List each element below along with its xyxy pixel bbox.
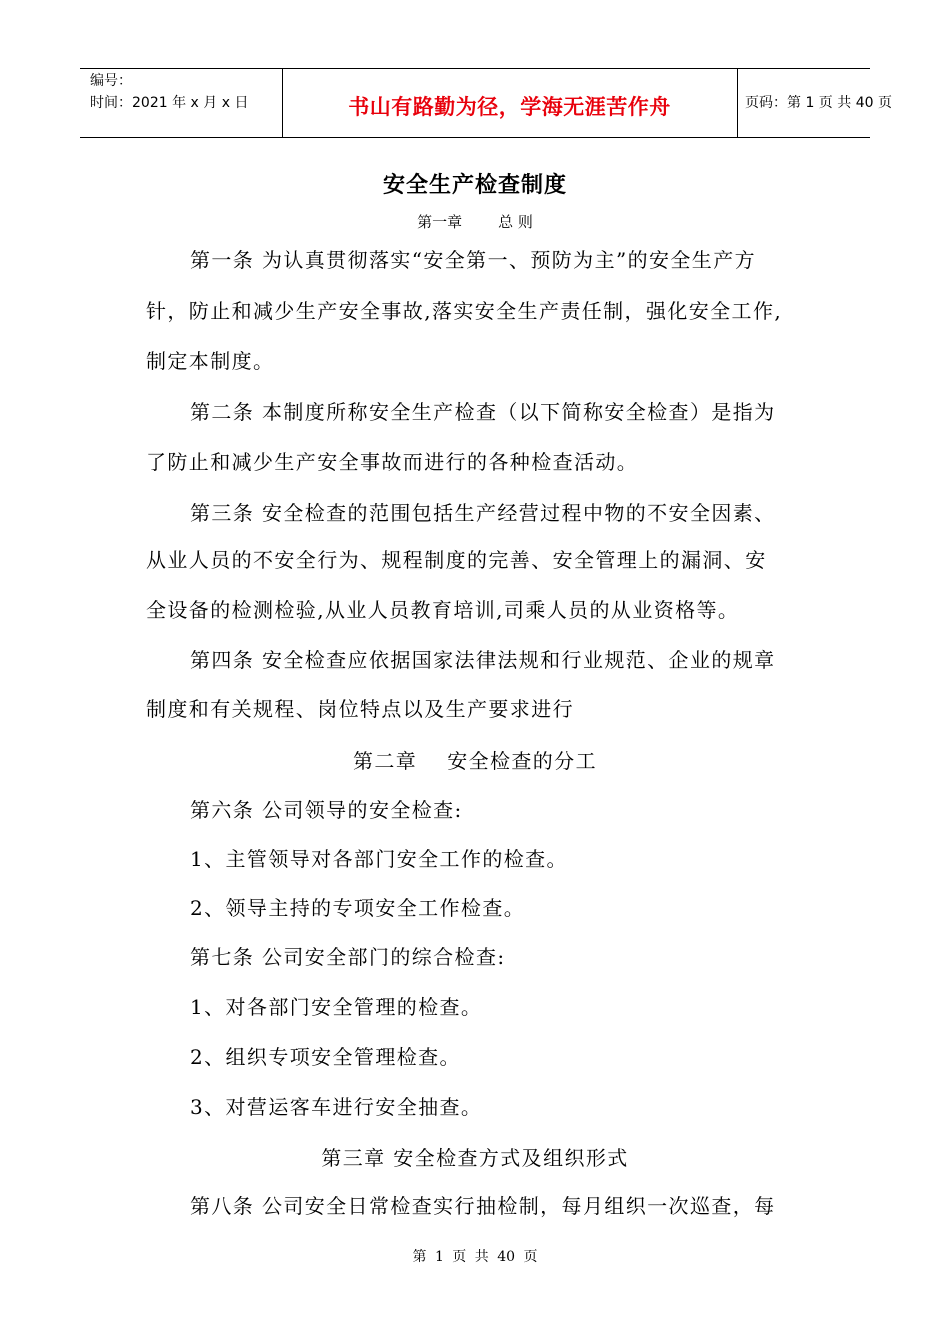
paragraph-line: 第六条 公司领导的安全检查: bbox=[190, 798, 463, 822]
document-title: 安全生产检查制度 bbox=[382, 173, 567, 198]
chapter-1-number: 第一章 bbox=[417, 213, 463, 231]
paragraph-line: 1、对各部门安全管理的检查。 bbox=[190, 995, 483, 1019]
motto: 书山有路勤为径，学海无涯苦作舟 bbox=[348, 95, 671, 119]
paragraph-line: 第七条 公司安全部门的综合检查: bbox=[190, 945, 506, 969]
chapter-2-heading bbox=[0, 745, 950, 774]
page-footer: 第 1 页 共 40 页 bbox=[412, 1249, 538, 1265]
paragraph-line: 3、对营运客车进行安全抽查。 bbox=[190, 1095, 483, 1119]
paragraph-line: 第三条 安全检查的范围包括生产经营过程中物的不安全因素、 bbox=[190, 501, 776, 525]
chapter-2-name: 安全检查的分工 bbox=[447, 749, 597, 773]
paragraph-line: 针，防止和减少生产安全事故,落实安全生产责任制，强化安全工作, bbox=[146, 299, 783, 323]
paragraph-line: 了防止和减少生产安全事故而进行的各种检查活动。 bbox=[146, 450, 639, 474]
paragraph-line: 第一条 为认真贯彻落实“安全第一、预防为主”的安全生产方 bbox=[190, 248, 757, 272]
paragraph-line: 制定本制度。 bbox=[146, 349, 275, 373]
paragraph-line: 第四条 安全检查应依据国家法律法规和行业规范、企业的规章 bbox=[190, 648, 776, 672]
header-left-cell bbox=[80, 69, 283, 137]
page-info: 页码：第 1 页 共 40 页 bbox=[745, 95, 892, 111]
chapter-1-name: 总 则 bbox=[498, 213, 533, 231]
chapter-1-heading bbox=[0, 211, 950, 232]
paragraph-line: 全设备的检测检验,从业人员教育培训,司乘人员的从业资格等。 bbox=[146, 598, 740, 622]
paragraph-line: 制度和有关规程、岗位特点以及生产要求进行 bbox=[146, 697, 574, 721]
chapter-2-number: 第二章 bbox=[352, 749, 418, 773]
paragraph-line: 2、组织专项安全管理检查。 bbox=[190, 1045, 461, 1069]
number-label: 编号： bbox=[90, 73, 132, 89]
paragraph-line: 第八条 公司安全日常检查实行抽检制，每月组织一次巡查，每 bbox=[190, 1194, 776, 1218]
chapter-3-heading: 第三章 安全检查方式及组织形式 bbox=[321, 1146, 629, 1170]
header-page-cell bbox=[737, 69, 892, 137]
page-header bbox=[80, 68, 892, 138]
paragraph-line: 从业人员的不安全行为、规程制度的完善、安全管理上的漏洞、安 bbox=[146, 548, 767, 572]
paragraph-line: 第二条 本制度所称安全生产检查（以下简称安全检查）是指为 bbox=[190, 400, 776, 424]
paragraph-line: 1、主管领导对各部门安全工作的检查。 bbox=[190, 847, 568, 871]
time-label: 时间：2021 年 x 月 x 日 bbox=[90, 95, 249, 111]
header-motto-cell bbox=[282, 69, 738, 137]
paragraph-line: 2、领导主持的专项安全工作检查。 bbox=[190, 896, 526, 920]
